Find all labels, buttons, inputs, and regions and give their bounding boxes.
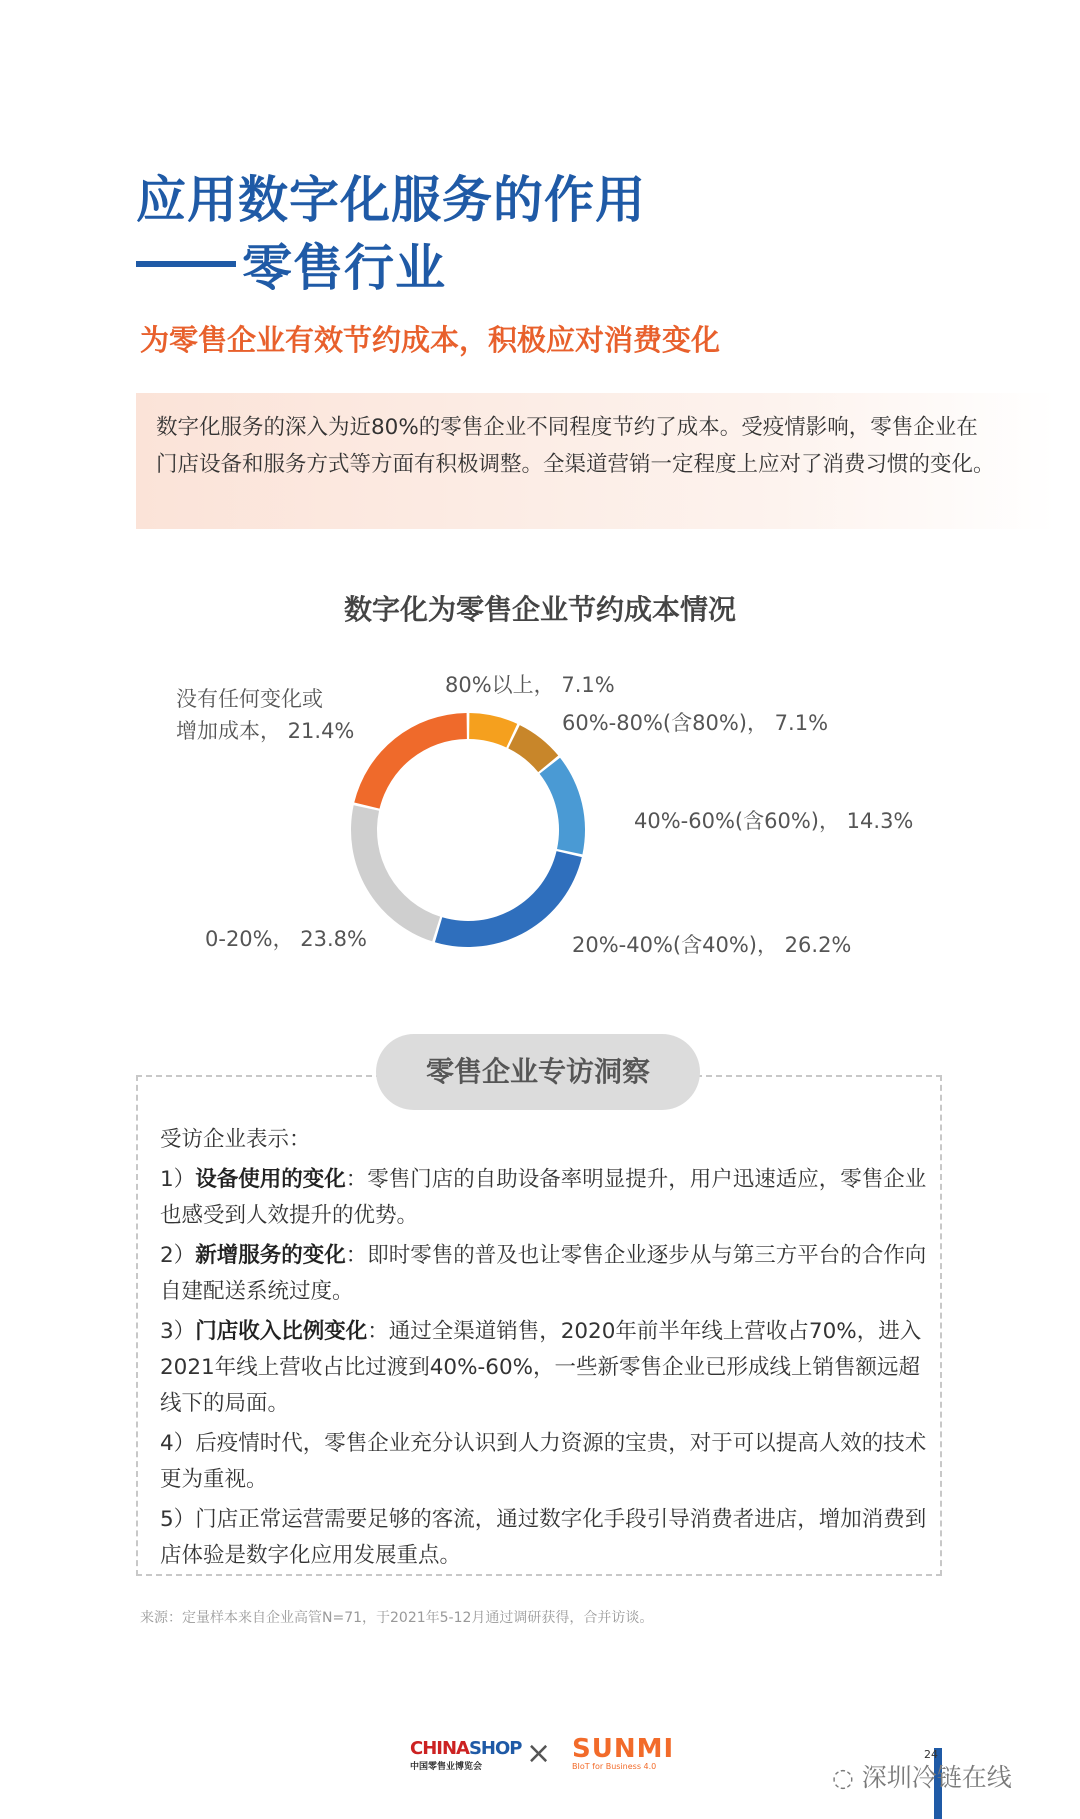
insight-item — [160, 1162, 930, 1234]
intro-box — [136, 393, 1056, 529]
insight-item-prefix: 3） — [160, 1319, 196, 1344]
page-title-line2 — [136, 228, 446, 300]
chinashop-logo-a: CHINA — [410, 1738, 469, 1759]
insight-items — [160, 1162, 930, 1574]
chinashop-logo-b: SHOP — [468, 1738, 522, 1759]
page-title-line2-text: 零售行业 — [242, 239, 446, 297]
chart-title: 数字化为零售企业节约成本情况 — [343, 593, 736, 626]
times-icon: × — [526, 1736, 552, 1771]
donut-label: 0-20%， 23.8% — [205, 927, 368, 951]
sunmi-logo-text: SUNMI — [572, 1734, 675, 1764]
donut-slice — [351, 805, 440, 941]
insight-list — [160, 1122, 930, 1578]
wechat-icon: ◌ — [832, 1763, 854, 1792]
insight-item-text: ：通过全渠道销售，2020年前半年线上营收占70%，进入2021年线上营收占比过渡到40%-60%，一些新零售企业已形成线上销售额远超线下的局面。 — [160, 1319, 922, 1416]
insight-item-text: ：即时零售的普及也让零售企业逐步从与第三方平台的合作向自建配送系统过度。 — [160, 1243, 927, 1304]
page-title-line1: 应用数字化服务的作用 — [136, 171, 646, 229]
insight-item-text: 门店正常运营需要足够的客流，通过数字化手段引导消费者进店，增加消费到店体验是数字化应用发展重点。 — [160, 1507, 927, 1568]
intro-text: 数字化服务的深入为近80%的零售企业不同程度节约了成本。受疫情影响，零售企业在门店设备和服务方式等方面有积极调整。全渠道营销一定程度上应对了消费习惯的变化。 — [156, 415, 995, 477]
insight-item-prefix: 5） — [160, 1507, 196, 1532]
donut-slices — [351, 713, 585, 947]
insight-item-text: ：零售门店的自助设备率明显提升，用户迅速适应，零售企业也感受到人效提升的优势。 — [160, 1167, 927, 1228]
wechat-account: 深圳冷链在线 — [861, 1763, 1012, 1792]
sunmi-logo — [572, 1736, 674, 1771]
insight-item-prefix: 1） — [160, 1167, 196, 1192]
donut-slice — [354, 713, 467, 809]
donut-slice — [540, 758, 585, 855]
donut-slice — [469, 713, 517, 747]
insight-item — [160, 1314, 930, 1422]
insight-item-prefix: 4） — [160, 1431, 196, 1456]
insight-intro: 受访企业表示： — [160, 1127, 311, 1152]
chinashop-logo — [410, 1738, 522, 1774]
donut-label: 20%-40%(含40%)， 26.2% — [572, 933, 852, 957]
page-subtitle: 为零售企业有效节约成本，积极应对消费变化 — [140, 323, 721, 357]
insight-item-text: 后疫情时代，零售企业充分认识到人力资源的宝贵，对于可以提高人效的技术更为重视。 — [160, 1431, 927, 1492]
wechat-watermark — [832, 1758, 1012, 1794]
donut-label: 没有任何变化或 — [176, 687, 323, 711]
chinashop-logo-cn: 中国零售业博览会 — [410, 1762, 483, 1772]
insight-item-heading: 新增服务的变化 — [195, 1243, 346, 1268]
sunmi-logo-tag: BIoT for Business 4.0 — [572, 1762, 657, 1771]
donut-label: 80%以上， 7.1% — [445, 673, 615, 697]
donut-chart — [0, 640, 1080, 1020]
insight-heading: 零售企业专访洞察 — [376, 1034, 700, 1110]
donut-label: 增加成本， 21.4% — [176, 719, 355, 743]
donut-label: 40%-60%(含60%)， 14.3% — [634, 809, 914, 833]
insight-item-heading: 门店收入比例变化 — [195, 1319, 368, 1344]
insight-item-prefix: 2） — [160, 1243, 196, 1268]
donut-slice — [435, 851, 582, 947]
title-dash — [136, 261, 236, 267]
insight-item — [160, 1502, 930, 1574]
insight-item-heading: 设备使用的变化 — [195, 1167, 346, 1192]
insight-item — [160, 1426, 930, 1498]
source-note: 来源：定量样本来自企业高管N=71，于2021年5-12月通过调研获得，合并访谈。 — [140, 1610, 654, 1626]
page-number: 24 — [924, 1748, 938, 1761]
insight-item — [160, 1238, 930, 1310]
donut-label: 60%-80%(含80%)， 7.1% — [562, 711, 829, 735]
